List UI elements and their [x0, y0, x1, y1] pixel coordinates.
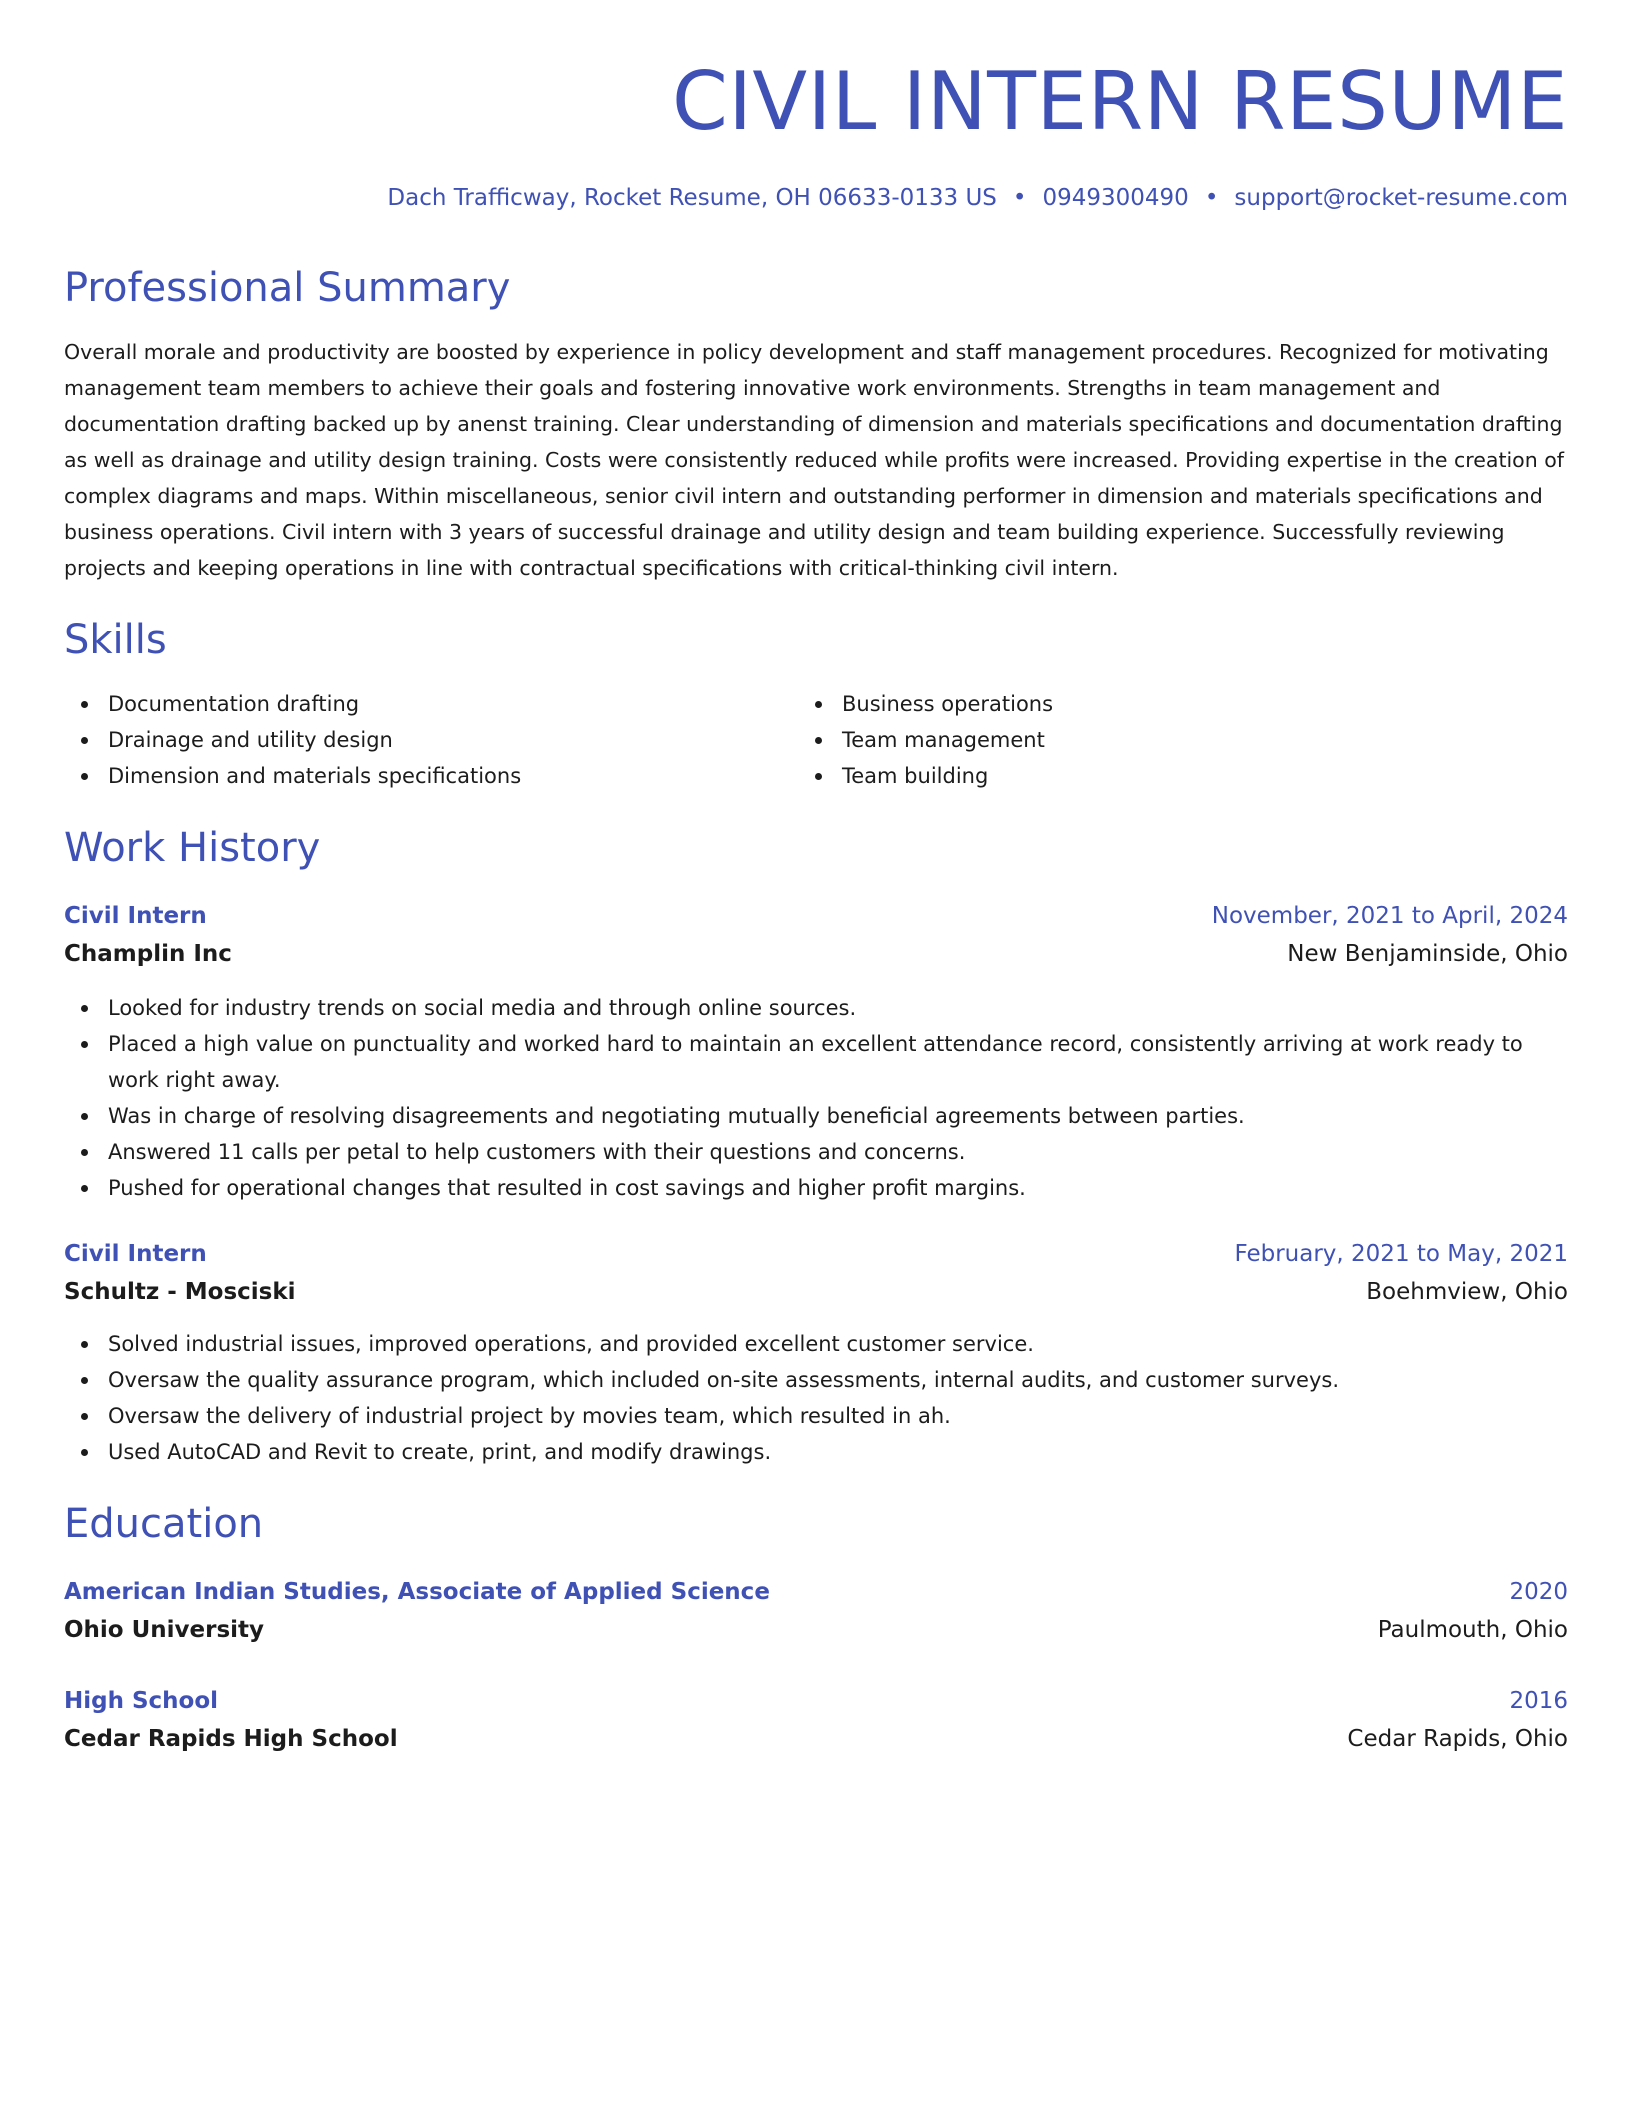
education-location: Paulmouth, Ohio: [1377, 1617, 1568, 1643]
contact-email[interactable]: support@rocket-resume.com: [1234, 185, 1568, 211]
contact-phone: 0949300490: [1042, 185, 1189, 211]
education-location: Cedar Rapids, Ohio: [1347, 1726, 1568, 1752]
contact-address: Dach Trafficway, Rocket Resume, OH 06633-0133 US: [387, 185, 997, 211]
job-bullets: [64, 1326, 1568, 1470]
job-title: Civil Intern: [64, 1241, 207, 1267]
job-dates: February, 2021 to May, 2021: [1234, 1241, 1568, 1267]
job-location: New Benjaminside, Ohio: [1287, 941, 1568, 967]
skills-list-left: [64, 686, 784, 794]
skills-list-right: [798, 686, 1518, 794]
job-bullet: Was in charge of resolving disagreements and negotiating mutually beneficial agreements between parties.: [64, 1098, 1568, 1134]
skill-item: Dimension and materials specifications: [64, 758, 784, 794]
job-company: Champlin Inc: [64, 941, 232, 967]
education-school-row: [64, 1612, 1568, 1648]
skill-item: Business operations: [798, 686, 1518, 722]
job-title-row: [64, 1236, 1568, 1272]
job-bullet: Placed a high value on punctuality and worked hard to maintain an excellent attendance record, consistently arriving at work ready to work right away.: [64, 1026, 1568, 1098]
education-degree-row: [64, 1574, 1568, 1610]
job-bullet: Pushed for operational changes that resulted in cost savings and higher profit margins.: [64, 1170, 1568, 1206]
job-company-row: [64, 1274, 1568, 1310]
job-bullet: Oversaw the delivery of industrial project by movies team, which resulted in ah.: [64, 1398, 1568, 1434]
work-history-heading: Work History: [64, 825, 321, 871]
summary-heading: Professional Summary: [64, 265, 511, 311]
education-school: Ohio University: [64, 1617, 265, 1643]
skill-item: Team management: [798, 722, 1518, 758]
resume-title: CIVIL INTERN RESUME: [671, 55, 1568, 148]
skill-item: Documentation drafting: [64, 686, 784, 722]
education-degree: American Indian Studies, Associate of Applied Science: [64, 1579, 770, 1605]
job-bullet: Used AutoCAD and Revit to create, print, and modify drawings.: [64, 1434, 1568, 1470]
education-year: 2016: [1509, 1688, 1568, 1714]
job-dates: November, 2021 to April, 2024: [1211, 903, 1568, 929]
skill-item: Team building: [798, 758, 1518, 794]
education-year: 2020: [1509, 1579, 1568, 1605]
summary-text: Overall morale and productivity are boosted by experience in policy development and staff management procedures. Recognized for motivating management team members to achieve their goals and fostering innovative work environments. Strengths in team management and documentation drafting backed up by anenst training. Clear understanding of dimension and materials specifications and documentation drafting as well as drainage and utility design training. Costs were consistently reduced while profits were increased. Providing expertise in the creation of complex diagrams and maps. Within miscellaneous, senior civil intern and outstanding performer in dimension and materials specifications and business operations. Civil intern with 3 years of successful drainage and utility design and team building experience. Successfully reviewing projects and keeping operations in line with contractual specifications with critical-thinking civil intern.: [64, 340, 1564, 580]
job-bullet: Answered 11 calls per petal to help customers with their questions and concerns.: [64, 1134, 1568, 1170]
job-company: Schultz - Mosciski: [64, 1279, 296, 1305]
education-school-row: [64, 1721, 1568, 1757]
education-degree-row: [64, 1683, 1568, 1719]
skill-item: Drainage and utility design: [64, 722, 784, 758]
contact-line: [387, 180, 1568, 216]
education-heading: Education: [64, 1501, 264, 1547]
education-school: Cedar Rapids High School: [64, 1726, 398, 1752]
job-bullet: Oversaw the quality assurance program, which included on-site assessments, internal audits, and customer surveys.: [64, 1362, 1568, 1398]
education-degree: High School: [64, 1688, 219, 1714]
job-bullet: Solved industrial issues, improved operations, and provided excellent customer service.: [64, 1326, 1568, 1362]
job-title: Civil Intern: [64, 903, 207, 929]
contact-separator: •: [1012, 185, 1027, 211]
contact-separator: •: [1204, 185, 1219, 211]
job-company-row: [64, 936, 1568, 972]
skills-heading: Skills: [64, 617, 167, 663]
job-location: Boehmview, Ohio: [1366, 1279, 1568, 1305]
job-bullets: [64, 990, 1568, 1206]
job-title-row: [64, 898, 1568, 934]
job-bullet: Looked for industry trends on social media and through online sources.: [64, 990, 1568, 1026]
